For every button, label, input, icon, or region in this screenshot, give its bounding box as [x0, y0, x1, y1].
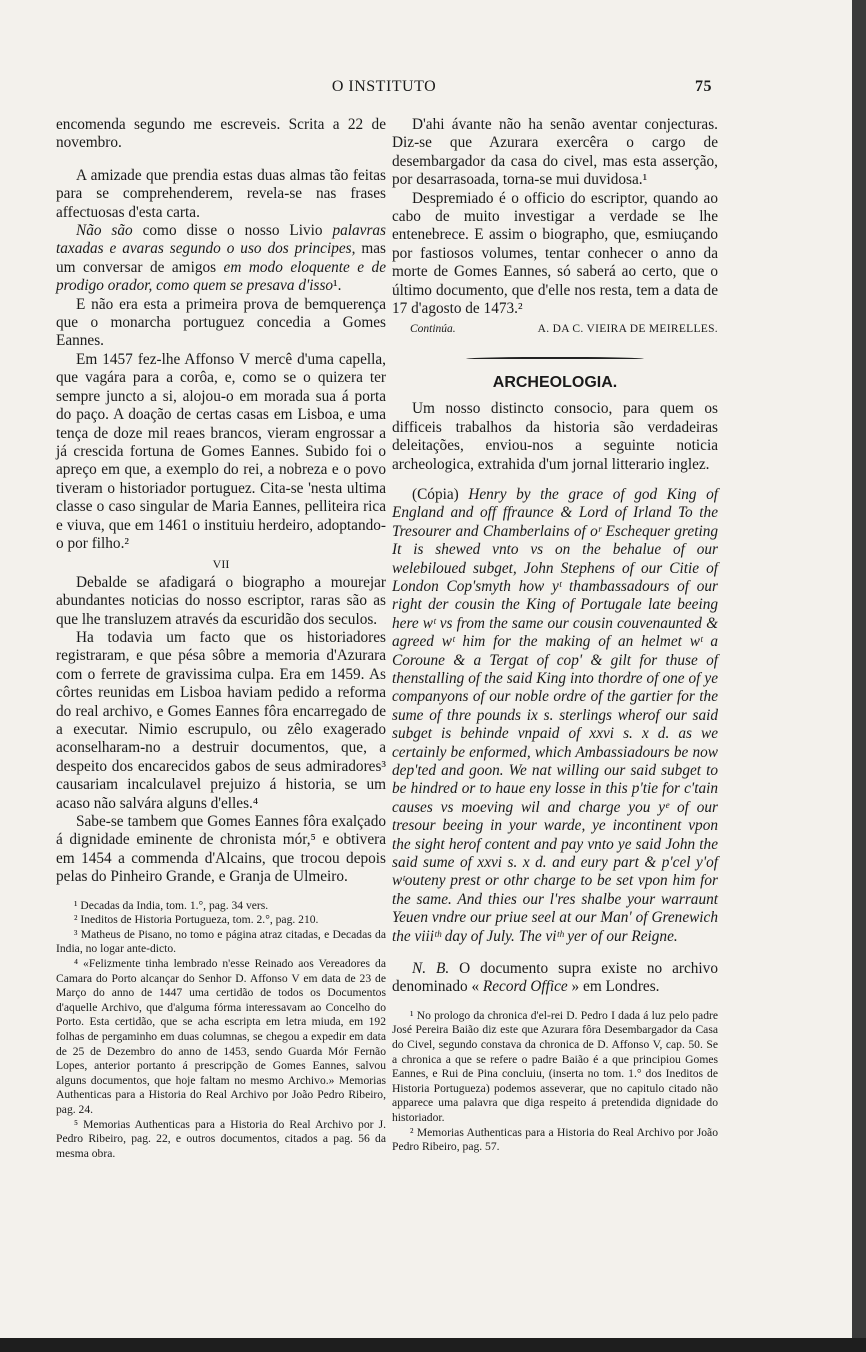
- footnote: ⁵ Memorias Authenticas para a Historia do Real Archivo por J. Pedro Ribeiro, pag. 22, e outros documentos, citados a pag. 56 da mesma obra.: [56, 1117, 386, 1160]
- paragraph: encomenda segundo me escreveis. Scrita a 22 de novembro.: [56, 116, 386, 152]
- italic-text: em modo eloquente e de prodigo orador, como quem se presava d'isso: [56, 258, 386, 295]
- paragraph: Sabe-se tambem que Gomes Eannes fôra exalçado á dignidade eminente de chronista mór,⁵ e obtivera em 1454 a commenda d'Alcains, que trocou depois pelas do Pinheiro Grande, e Granja de Ulmeiro.: [56, 813, 386, 886]
- book-spine-shadow: [852, 0, 866, 1352]
- text: » em Londres.: [567, 978, 660, 996]
- paragraph: [56, 222, 386, 296]
- transcribed-text: Henry by the grace of god King of England and off ffraunce & Lord of Irland To the Tresourer and Chamberlains of oʳ Eschequer greting It is shewed vnto vs on the behalue of our welebiloued subget, John Stephens of our Citie of London Cop'smyth how yᵗ thambassadours of our right der cousin the King of Portugale late beeing here wᵗ vs from the same our cousin couvenaunted & agreed wᵗ him for the making of an helmet wᵗ a Coroune & a Tergat of cop' & gilt for thuse of thenstalling of the said King into thordre of one of ye companyons of our noble ordre of the gartier for the sume of thre pounds ix s. sterlings wherof our said subget is behinde vnpaid of xxvi s. x d. as we certainly be enformed, which Ambassiadours be now dep'ted and goon. We nat willing our said subget to be hindred or to haue eny losse in this p'tie for c'tain causes vs moeving wil and charge you yᵉ of our tresour beeing in your warde, ye incontinent vpon the sight herof content and pay vnto ye said John the said sume of xxvi s. x d. and eury part & p'cel y'of wᵗouteny prest or othr charge to be set vpon him for the same. And thies our l'res shalbe your warraunt Yeuen vndre our priue seel at our Man' of Grenewich the viiiᵗʰ day of July. The viᵗʰ yer of our Reigne.: [392, 485, 718, 945]
- copy-label: (Cópia): [412, 485, 469, 503]
- paragraph: Em 1457 fez-lhe Affonso V mercê d'uma capella, que vagára para a corôa, e, como se o quizera ter sempre juncto a si, alojou-o em morada sua á porta do paço. A doação de certas casas em Lisboa, e uma tença de doze mil reaes brancos, vieram engrossar a já crescida fortuna de Gomes Eannes. Subido foi o apreço em que, a exemplo do rei, a nobreza e o povo tiveram o historiador portuguez. Cita-se 'nesta ultima classe o caso singular de Maria Eannes, pelliteira rica e viuva, que em 1461 o instituiu herdeiro, adoptando-o por filho.²: [56, 350, 386, 552]
- page-number: 75: [695, 78, 712, 95]
- record-office: Record Office: [482, 978, 568, 996]
- italic-text: Não são: [76, 222, 133, 240]
- continua-label: Continúa.: [410, 323, 456, 336]
- footnote: ⁴ «Felizmente tinha lembrado n'esse Reinado aos Vereadores da Camara do Porto alcançar do Senhor D. Affonso V em data de 23 de Março do anno de 1447 uma certidão de todos os Documentos d'aquelle Archivo, que d'alguma fórma interessavam ao Concelho do Porto. Esta certidão, que se acha escripta em letra miuda, em 192 folhas de pergaminho em duas columnas, se chegou a expedir em data de 25 de Dezembro do anno de 1453, sendo Guarda Mór Fernão Lopes, anterior portanto á prescripção de Gomes Eannes, salvou alguns documentos, que hoje faltam no mesmo Archivo.» Memorias Authenticas para a Historia do Real Archivo por João Pedro Ribeiro, pag. 24.: [56, 957, 386, 1116]
- text: como disse o nosso Livio: [132, 222, 333, 240]
- nb-label: N. B.: [412, 960, 450, 978]
- paragraph: D'ahi ávante não ha senão aventar conjecturas. Diz-se que Azurara exercêra o cargo de desembargador da casa do civel, mas esta asserção, por desarrasoada, torna-se mui duvidosa.¹: [392, 116, 718, 189]
- nota-bene: [392, 960, 718, 997]
- document-transcription: [392, 486, 718, 946]
- section-divider: [466, 357, 644, 362]
- paragraph: Um nosso distincto consocio, para quem os difficeis trabalhos da historia são verdadeiras deleitações, enviou-nos a seguinte noticia archeologica, extrahida d'um jornal litterario inglez.: [392, 400, 718, 473]
- scan-edge: [0, 1338, 866, 1352]
- paragraph: Debalde se afadigará o biographo a mourejar abundantes noticias do nosso escriptor, raras são as que lhe transluzem através da escuridão dos seculos.: [56, 573, 386, 628]
- section-heading: ARCHEOLOGIA.: [492, 373, 618, 391]
- paragraph: Ha todavia um facto que os historiadores registraram, e que pésa sôbre a memoria d'Azurara com o ferrete de gravissima culpa. Era em 1459. As côrtes reunidas em Lisboa haviam pedido a reforma do real archivo, e Gomes Eannes fôra encarregado de a executar. Nimio escrupulo, ou zêlo exagerado aconselharam-no a destruir documentos, que, a despeito dos encarecidos gabos de seus admiradores³ causariam incalculavel prejuizo á historia, se um acaso não salvára alguns d'elles.⁴: [56, 628, 386, 812]
- journal-title: O INSTITUTO: [331, 78, 437, 95]
- section-number: VII: [212, 557, 230, 572]
- signature-line: [392, 320, 718, 338]
- author-name: A. DA C. VIEIRA DE MEIRELLES.: [537, 323, 718, 336]
- footnote: ³ Matheus de Pisano, no tomo e página atraz citadas, e Decadas da India, no logar ante-dicto.: [56, 927, 386, 956]
- paragraph: A amizade que prendia estas duas almas tão feitas para se comprehenderem, revela-se nas frases affectuosas d'esta carta.: [56, 166, 386, 221]
- paragraph: Despremiado é o officio do escriptor, quando ao cabo de muito investigar a verdade se lhe entenebrece. E assim o biographo, que, esmiuçando por fastiosos volumes, tentar conhecer o anno da morte de Gomes Eannes, só saberá ao certo, que o último documento, que d'elle nos resta, tem a data de 17 d'agosto de 1473.²: [392, 189, 718, 318]
- italic-text: palavras taxadas e avaras segundo o uso dos principes,: [56, 222, 387, 258]
- left-column: [56, 116, 386, 1161]
- footnote: ² Ineditos de Historia Portugueza, tom. 2.°, pag. 210.: [74, 913, 319, 927]
- footnote: ² Memorias Authenticas para a Historia do Real Archivo por João Pedro Ribeiro, pag. 57.: [392, 1125, 718, 1154]
- running-head: [56, 78, 712, 98]
- footnote-ref: ¹.: [333, 277, 342, 295]
- text: O documento supra existe no archivo denominado «: [392, 960, 718, 996]
- right-column: [392, 116, 718, 1155]
- paragraph: E não era esta a primeira prova de bemquerença que o monarcha portuguez concedia a Gomes Eannes.: [56, 295, 386, 350]
- footnotes: [392, 1009, 718, 1155]
- footnotes: [56, 899, 386, 1162]
- text: mas um conversar de amigos: [56, 240, 386, 276]
- footnote: ¹ No prologo da chronica d'el-rei D. Pedro I dada á luz pelo padre José Pereira Baião diz este que Azurara fôra Desembargador da Casa do Civel, segundo constava da chronica de D. Affonso V, cap. 50. Se a chronica a que se refere o padre Baião é a que principiou Gomes Eannes, e Rui de Pina concluiu, (inserta no tom. 1.° dos Ineditos de Historia Portugueza) podemos asseverar, que no capitulo citado não apparece uma palavra que diga respeito á pretendida dignidade do historiador.: [392, 1008, 718, 1125]
- footnote: ¹ Decadas da India, tom. 1.°, pag. 34 vers.: [74, 898, 269, 912]
